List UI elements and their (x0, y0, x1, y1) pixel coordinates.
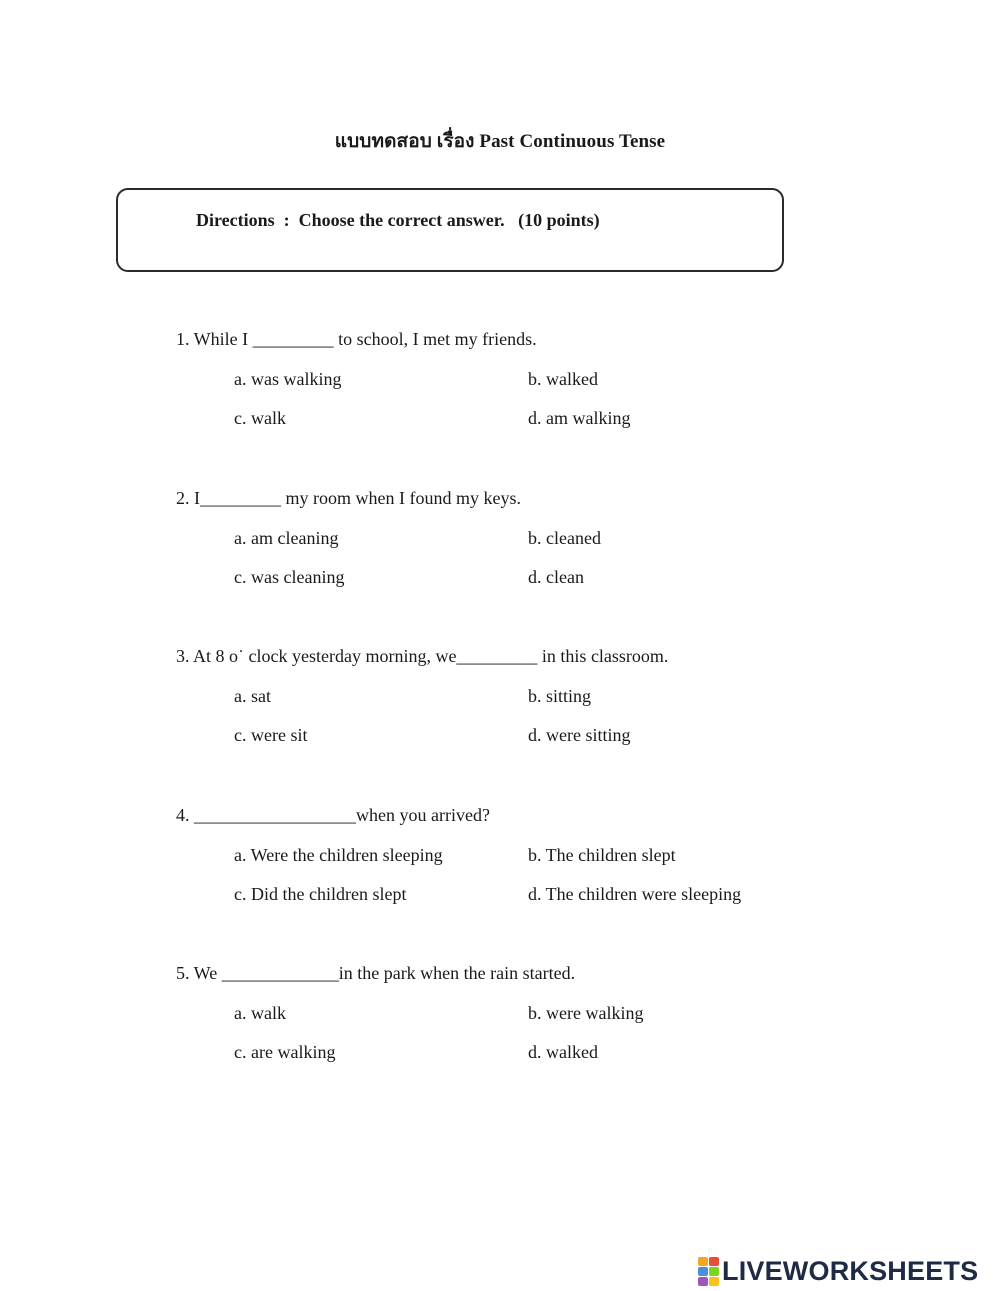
q5-option-a[interactable]: a. walk (234, 1003, 286, 1023)
q3-option-c[interactable]: c. were sit (234, 725, 308, 745)
q2-option-b[interactable]: b. cleaned (528, 528, 601, 548)
q1-option-a[interactable]: a. was walking (234, 369, 342, 389)
q5-option-d[interactable]: d. walked (528, 1042, 598, 1062)
directions-text: Directions : Choose the correct answer. (10 points) (196, 210, 600, 230)
q5-option-c[interactable]: c. are walking (234, 1042, 336, 1062)
q4-option-a[interactable]: a. Were the children sleeping (234, 845, 443, 865)
liveworksheets-logo (698, 1256, 978, 1286)
q3-option-d[interactable]: d. were sitting (528, 725, 631, 745)
q4-option-d[interactable]: d. The children were sleeping (528, 884, 742, 904)
question-2: 2. I_________ my room when I found my keys. (176, 488, 521, 508)
question-3: 3. At 8 o˙ clock yesterday morning, we_________ in this classroom. (176, 646, 669, 666)
q1-option-c[interactable]: c. walk (234, 408, 286, 428)
q4-option-b[interactable]: b. The children slept (528, 845, 676, 865)
q1-option-d[interactable]: d. am walking (528, 408, 631, 428)
question-1: 1. While I _________ to school, I met my friends. (176, 329, 537, 349)
question-4: 4. __________________when you arrived? (176, 805, 490, 825)
q3-option-a[interactable]: a. sat (234, 686, 271, 706)
q1-option-b[interactable]: b. walked (528, 369, 598, 389)
question-5: 5. We _____________in the park when the rain started. (176, 963, 576, 983)
directions-box (116, 188, 784, 272)
q2-option-c[interactable]: c. was cleaning (234, 567, 345, 587)
liveworksheets-logo-text: LIVEWORKSHEETS (722, 1255, 979, 1286)
q2-option-d[interactable]: d. clean (528, 567, 584, 587)
q4-option-c[interactable]: c. Did the children slept (234, 884, 407, 904)
liveworksheets-logo-icon (698, 1257, 719, 1286)
q3-option-b[interactable]: b. sitting (528, 686, 592, 706)
q5-option-b[interactable]: b. were walking (528, 1003, 644, 1023)
page-title: แบบทดสอบ เรื่อง Past Continuous Tense (334, 131, 666, 152)
q2-option-a[interactable]: a. am cleaning (234, 528, 339, 548)
